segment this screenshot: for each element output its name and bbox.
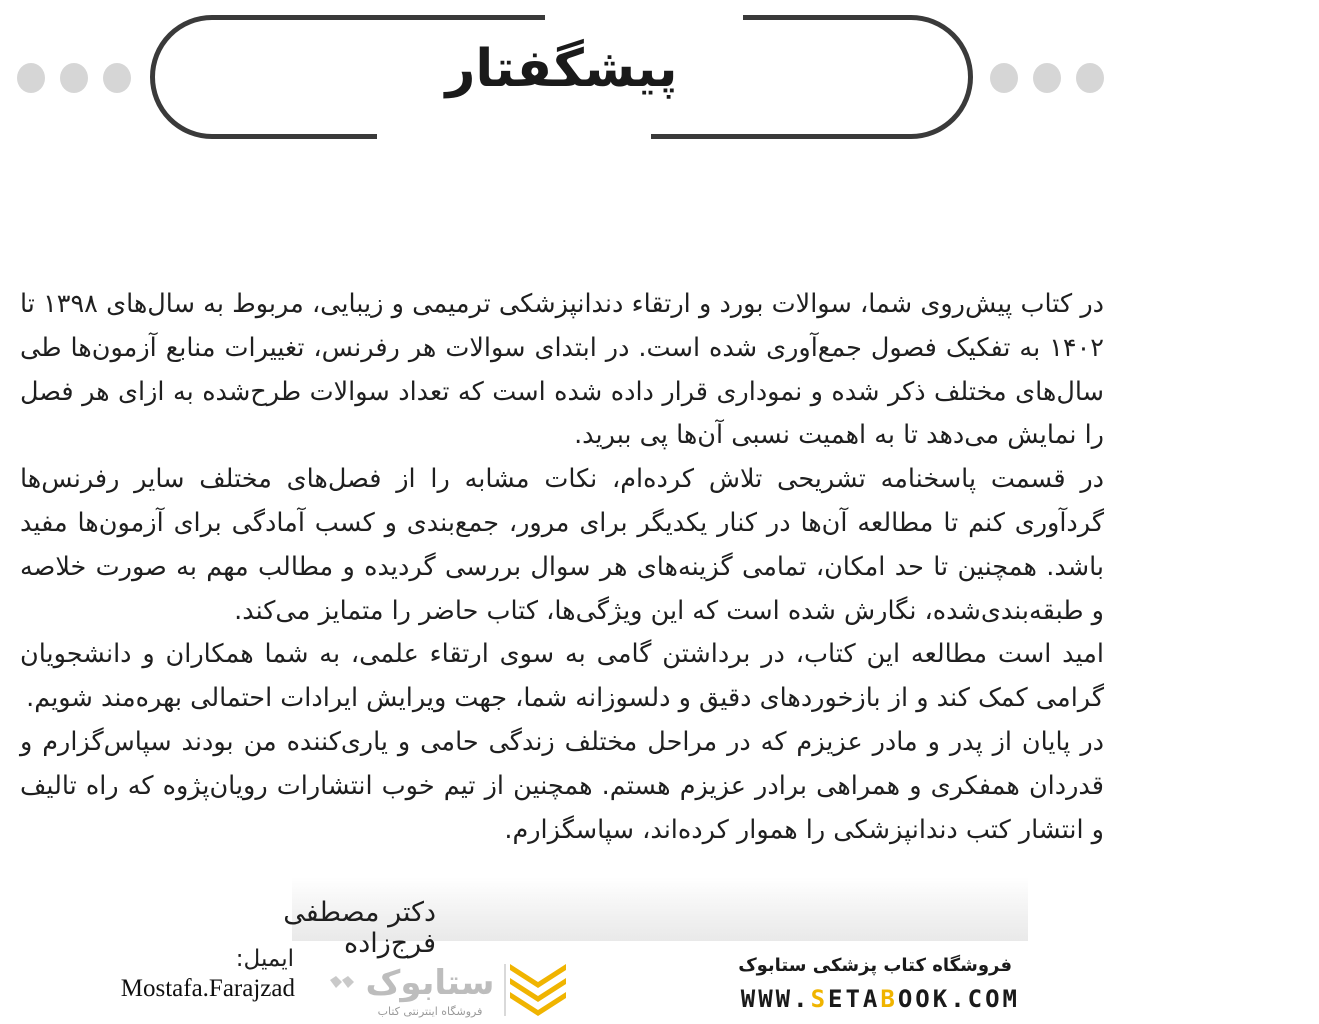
dot-icon	[1033, 63, 1061, 93]
title-frame	[150, 15, 973, 139]
decorative-dots-left	[17, 63, 131, 93]
paragraph-intro: در کتاب پیش‌روی شما، سوالات بورد و ارتقاء دندانپزشکی ترمیمی و زیبایی، مربوط به سال‌های ۱۳۹۸ تا ۱۴۰۲ به تفکیک فصول جمع‌آوری شده است. در ابتدای سوالات هر رفرنس، تغییرات منابع آزمون‌ها طی سال‌های مختلف ذکر شده و نموداری قرار داده شده است که تعداد سوالات طرح‌شده به ازای هر فصل را نمایش می‌دهد تا به اهمیت نسبی آن‌ها پی ببرید.	[20, 289, 1104, 451]
url-part: WWW.	[740, 985, 811, 1013]
logo-tagline: فروشگاه اینترنتی کتاب	[377, 1005, 483, 1018]
dot-icon	[1076, 63, 1104, 93]
dot-icon	[60, 63, 88, 93]
url-accent: B	[880, 985, 898, 1013]
logo-wordmark: ستابوک	[365, 963, 495, 1003]
decorative-dots-right	[990, 63, 1104, 93]
frame-gap-bottom	[377, 130, 651, 142]
dot-icon	[17, 63, 45, 93]
chevron-logo-icon	[330, 976, 354, 988]
paragraph-answers: در قسمت پاسخنامه تشریحی تلاش کرده‌ام، نکات مشابه را از فصل‌های مختلف سایر رفرنس‌ها گردآوری کنم تا مطالعه آن‌ها در کنار یکدیگر برای مرور، جمع‌بندی و کسب آمادگی برای آزمون‌ها مفید باشد. همچنین تا حد امکان، تمامی گزینه‌های هر سوال بررسی گردیده و مطالب مهم به صورت خلاصه و طبقه‌بندی‌شده، نگارش شده است که این ویژگی‌ها، کتاب حاضر را متمایز می‌کند.	[20, 464, 1104, 626]
preface-body	[20, 283, 1104, 852]
email-label: ایمیل:	[235, 946, 294, 972]
url-part: OOK.COM	[897, 985, 1020, 1013]
paragraph-thanks: در پایان از پدر و مادر عزیزم که در مراحل مختلف زندگی حامی و یاری‌کننده من بودند سپاس‌گزارم و قدردان همفکری و همراهی برادر عزیزم هستم. همچنین از تیم خوب انتشارات رویان‌پژوه که راه تالیف و انتشار کتب دندانپزشکی را هموار کرده‌اند، سپاسگزارم.	[20, 726, 1104, 845]
setabook-logo	[330, 958, 580, 1020]
dot-icon	[990, 63, 1018, 93]
store-url[interactable]	[668, 985, 1020, 1013]
book-stack-icon	[510, 964, 566, 1016]
frame-gap-top	[545, 12, 743, 24]
email-value: Mostafa.Farajzad	[120, 975, 295, 1002]
url-part: ETA	[828, 985, 881, 1013]
dot-icon	[103, 63, 131, 93]
author-name: دکتر مصطفی فرج‌زاده	[283, 897, 436, 959]
logo-divider	[504, 964, 506, 1016]
store-name: فروشگاه کتاب پزشکی ستابوک	[738, 955, 1012, 976]
page-title: پیشگفتار	[445, 39, 678, 99]
paragraph-hope: امید است مطالعه این کتاب، در برداشتن گامی به سوی ارتقاء علمی، به شما همکاران و دانشجویان گرامی کمک کند و از بازخوردهای دقیق و دلسوزانه شما، جهت ویرایش ایرادات احتمالی بهره‌مند شویم.	[20, 639, 1104, 714]
url-accent: S	[810, 985, 829, 1013]
